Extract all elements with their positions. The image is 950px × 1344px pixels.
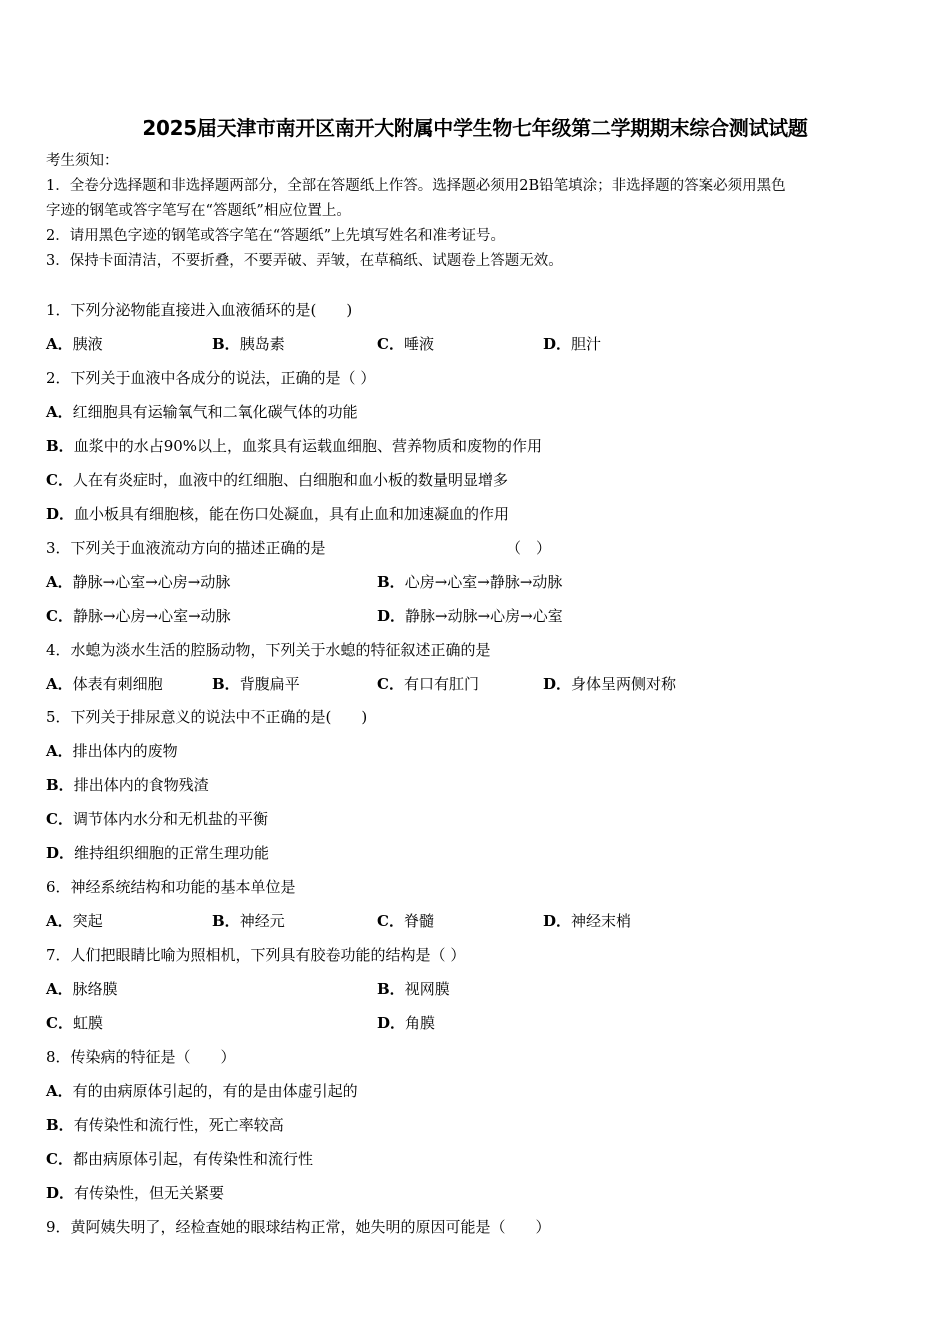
option-b: B．视网膜: [377, 980, 450, 998]
option-c: C．脊髓: [377, 912, 434, 930]
option-b: B．心房→心室→静脉→动脉: [377, 573, 563, 591]
option-a: A．体表有刺细胞: [46, 675, 163, 693]
option-c: C．唾液: [377, 335, 434, 353]
question-stem: 1．下列分泌物能直接进入血液循环的是( ): [46, 301, 353, 319]
option-b: B．有传染性和流行性，死亡率较高: [46, 1116, 284, 1134]
question-stem: 5．下列关于排尿意义的说法中不正确的是( ): [46, 708, 368, 726]
option-c: C．有口有肛门: [377, 675, 479, 693]
question-stem: 3．下列关于血液流动方向的描述正确的是: [46, 539, 326, 557]
option-d: D．身体呈两侧对称: [543, 675, 677, 693]
question-stem: 8．传染病的特征是（ ）: [46, 1048, 236, 1066]
option-d: D．有传染性，但无关紧要: [46, 1184, 225, 1202]
option-d: D．静脉→动脉→心房→心室: [377, 607, 563, 625]
answer-paren: （ ）: [506, 539, 552, 557]
option-d: D．胆汁: [543, 335, 602, 353]
notice-line: 1．全卷分选择题和非选择题两部分，全部在答题纸上作答。选择题必须用2B铅笔填涂；非选择题的答案必须用黑色: [46, 178, 786, 194]
option-b: B．胰岛素: [212, 335, 285, 353]
option-c: C．静脉→心房→心室→动脉: [46, 607, 231, 625]
option-a: A．红细胞具有运输氧气和二氧化碳气体的功能: [46, 403, 358, 421]
option-d: D．角膜: [377, 1014, 436, 1032]
question-stem: 2．下列关于血液中各成分的说法，正确的是（ ）: [46, 369, 376, 387]
option-c: C．调节体内水分和无机盐的平衡: [46, 810, 268, 828]
notice-line: 2．请用黑色字迹的钢笔或答字笔在“答题纸”上先填写姓名和准考证号。: [46, 228, 506, 244]
option-d: D．血小板具有细胞核，能在伤口处凝血，具有止血和加速凝血的作用: [46, 505, 510, 523]
option-a: A．有的由病原体引起的，有的是由体虚引起的: [46, 1082, 358, 1100]
notice-heading: 考生须知：: [46, 153, 119, 169]
page-title: 2025届天津市南开区南开大附属中学生物七年级第二学期期末综合测试试题: [142, 116, 808, 140]
option-b: B．血浆中的水占90%以上，血浆具有运载血细胞、营养物质和废物的作用: [46, 437, 543, 455]
option-c: C．虹膜: [46, 1014, 103, 1032]
option-d: D．维持组织细胞的正常生理功能: [46, 844, 270, 862]
question-stem: 9．黄阿姨失明了，经检查她的眼球结构正常，她失明的原因可能是（ ）: [46, 1218, 551, 1236]
question-stem: 6．神经系统结构和功能的基本单位是: [46, 878, 296, 896]
option-a: A．脉络膜: [46, 980, 118, 998]
option-d: D．神经末梢: [543, 912, 632, 930]
option-c: C．人在有炎症时，血液中的红细胞、白细胞和血小板的数量明显增多: [46, 471, 508, 489]
notice-line: 3．保持卡面清洁，不要折叠，不要弄破、弄皱，在草稿纸、试题卷上答题无效。: [46, 253, 563, 269]
option-b: B．排出体内的食物残渣: [46, 776, 209, 794]
option-a: A．突起: [46, 912, 103, 930]
notice-line: 字迹的钢笔或答字笔写在“答题纸”相应位置上。: [46, 203, 351, 219]
option-a: A．胰液: [46, 335, 103, 353]
option-c: C．都由病原体引起，有传染性和流行性: [46, 1150, 313, 1168]
option-a: A．静脉→心室→心房→动脉: [46, 573, 231, 591]
question-stem: 7．人们把眼睛比喻为照相机，下列具有胶卷功能的结构是（ ）: [46, 946, 466, 964]
question-stem: 4．水螅为淡水生活的腔肠动物，下列关于水螅的特征叙述正确的是: [46, 641, 491, 659]
option-b: B．神经元: [212, 912, 285, 930]
option-b: B．背腹扁平: [212, 675, 300, 693]
option-a: A．排出体内的废物: [46, 742, 178, 760]
